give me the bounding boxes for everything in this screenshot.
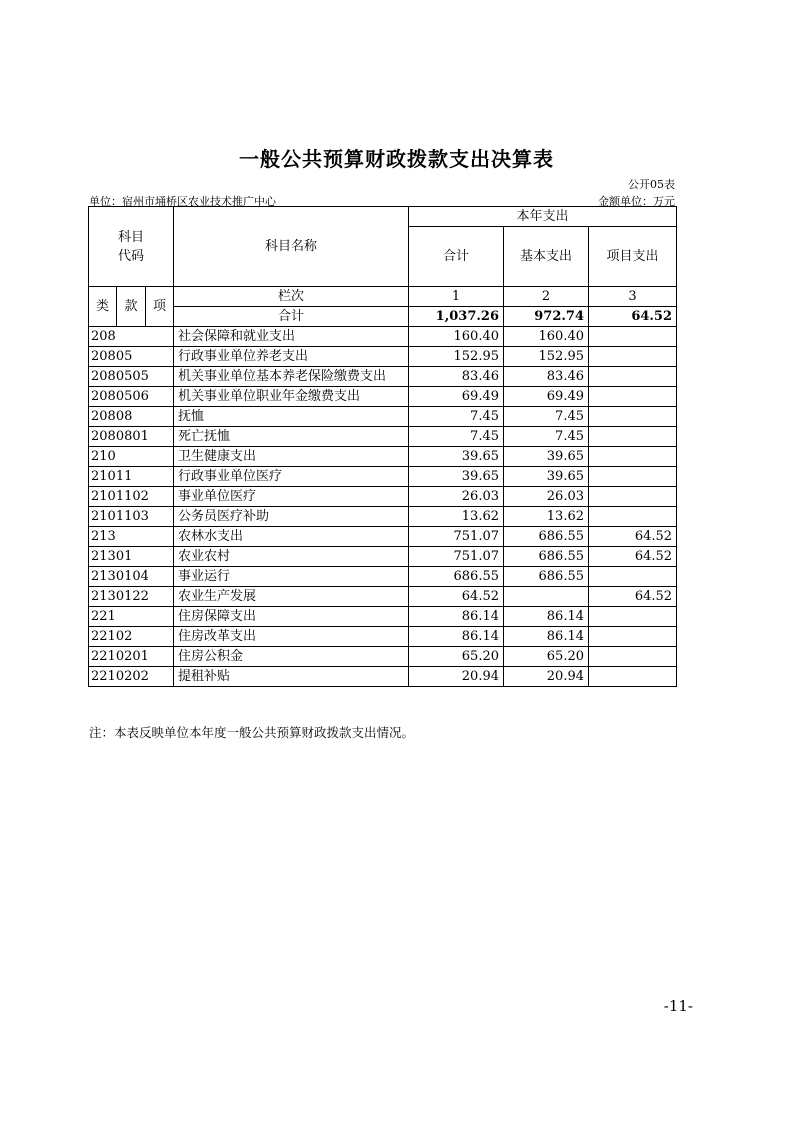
header-col1: 1 (409, 287, 504, 307)
row-project (589, 407, 677, 427)
row-total: 7.45 (409, 427, 504, 447)
header-subject-code: 科目 代码 (89, 207, 174, 287)
column-number-row (89, 287, 677, 307)
row-code: 2101102 (89, 487, 174, 507)
table-row (89, 367, 677, 387)
row-name: 农业农村 (174, 547, 409, 567)
header-xiang: 项 (146, 287, 174, 327)
row-total: 65.20 (409, 647, 504, 667)
table-row (89, 507, 677, 527)
row-basic: 65.20 (504, 647, 589, 667)
row-code: 2130104 (89, 567, 174, 587)
row-total: 152.95 (409, 347, 504, 367)
row-name: 社会保障和就业支出 (174, 327, 409, 347)
table-row (89, 607, 677, 627)
table-row (89, 387, 677, 407)
row-code: 2210201 (89, 647, 174, 667)
row-code: 208 (89, 327, 174, 347)
row-project: 64.52 (589, 587, 677, 607)
row-code: 221 (89, 607, 174, 627)
row-name: 农林水支出 (174, 527, 409, 547)
header-year-expense: 本年支出 (409, 207, 677, 227)
row-total: 13.62 (409, 507, 504, 527)
page-number: -11- (663, 997, 693, 1015)
row-code: 2080506 (89, 387, 174, 407)
header-basic: 基本支出 (504, 227, 589, 287)
summary-project: 64.52 (589, 307, 677, 327)
table-row (89, 547, 677, 567)
row-project (589, 487, 677, 507)
row-basic: 152.95 (504, 347, 589, 367)
row-total: 83.46 (409, 367, 504, 387)
row-name: 死亡抚恤 (174, 427, 409, 447)
row-code: 20805 (89, 347, 174, 367)
footnote: 注：本表反映单位本年度一般公共预算财政拨款支出情况。 (89, 725, 415, 740)
row-total: 64.52 (409, 587, 504, 607)
row-project (589, 467, 677, 487)
row-total: 39.65 (409, 447, 504, 467)
budget-table (88, 206, 677, 687)
table-row (89, 527, 677, 547)
row-name: 公务员医疗补助 (174, 507, 409, 527)
row-code: 210 (89, 447, 174, 467)
table-number: 公开05表 (628, 178, 675, 191)
row-name: 行政事业单位养老支出 (174, 347, 409, 367)
row-code: 2210202 (89, 667, 174, 687)
row-project (589, 507, 677, 527)
table-row (89, 567, 677, 587)
header-col3: 3 (589, 287, 677, 307)
header-project: 项目支出 (589, 227, 677, 287)
table-row (89, 447, 677, 467)
row-code: 2080505 (89, 367, 174, 387)
header-col2: 2 (504, 287, 589, 307)
summary-row (89, 307, 677, 327)
table-row (89, 487, 677, 507)
row-project: 64.52 (589, 547, 677, 567)
row-basic: 69.49 (504, 387, 589, 407)
row-total: 69.49 (409, 387, 504, 407)
row-code: 2101103 (89, 507, 174, 527)
row-basic: 686.55 (504, 567, 589, 587)
row-project (589, 347, 677, 367)
row-basic: 86.14 (504, 627, 589, 647)
row-code: 21301 (89, 547, 174, 567)
row-project (589, 567, 677, 587)
summary-label: 合计 (174, 307, 409, 327)
table-row (89, 647, 677, 667)
table-row (89, 467, 677, 487)
row-total: 86.14 (409, 607, 504, 627)
row-code: 2130122 (89, 587, 174, 607)
row-basic: 7.45 (504, 407, 589, 427)
row-project: 64.52 (589, 527, 677, 547)
row-basic (504, 587, 589, 607)
table-row (89, 347, 677, 367)
row-total: 751.07 (409, 547, 504, 567)
summary-total: 1,037.26 (409, 307, 504, 327)
row-total: 86.14 (409, 627, 504, 647)
header-row-1 (89, 207, 677, 227)
header-total: 合计 (409, 227, 504, 287)
table-row (89, 627, 677, 647)
row-code: 22102 (89, 627, 174, 647)
row-total: 39.65 (409, 467, 504, 487)
row-name: 住房公积金 (174, 647, 409, 667)
row-basic: 20.94 (504, 667, 589, 687)
summary-basic: 972.74 (504, 307, 589, 327)
row-basic: 86.14 (504, 607, 589, 627)
row-name: 住房保障支出 (174, 607, 409, 627)
row-name: 住房改革支出 (174, 627, 409, 647)
row-total: 160.40 (409, 327, 504, 347)
table-row (89, 407, 677, 427)
row-name: 卫生健康支出 (174, 447, 409, 467)
amount-unit-label: 金额单位：万元 (598, 195, 675, 208)
row-basic: 39.65 (504, 447, 589, 467)
row-project (589, 667, 677, 687)
table-row (89, 427, 677, 447)
row-basic: 7.45 (504, 427, 589, 447)
row-name: 提租补贴 (174, 667, 409, 687)
row-name: 农业生产发展 (174, 587, 409, 607)
row-basic: 686.55 (504, 547, 589, 567)
row-total: 26.03 (409, 487, 504, 507)
row-total: 751.07 (409, 527, 504, 547)
row-code: 20808 (89, 407, 174, 427)
table-row (89, 587, 677, 607)
row-project (589, 607, 677, 627)
document-title: 一般公共预算财政拨款支出决算表 (239, 147, 554, 171)
row-basic: 39.65 (504, 467, 589, 487)
row-name: 机关事业单位基本养老保险缴费支出 (174, 367, 409, 387)
row-project (589, 427, 677, 447)
row-code: 21011 (89, 467, 174, 487)
header-kuan: 款 (117, 287, 146, 327)
header-lei: 类 (89, 287, 117, 327)
header-column-no: 栏次 (174, 287, 409, 307)
unit-label: 单位：宿州市埇桥区农业技术推广中心 (89, 195, 276, 208)
row-basic: 686.55 (504, 527, 589, 547)
row-name: 抚恤 (174, 407, 409, 427)
row-name: 行政事业单位医疗 (174, 467, 409, 487)
row-name: 事业单位医疗 (174, 487, 409, 507)
row-basic: 160.40 (504, 327, 589, 347)
row-code: 213 (89, 527, 174, 547)
row-total: 686.55 (409, 567, 504, 587)
row-total: 20.94 (409, 667, 504, 687)
row-project (589, 627, 677, 647)
row-code: 2080801 (89, 427, 174, 447)
row-name: 事业运行 (174, 567, 409, 587)
header-subject-name: 科目名称 (174, 207, 409, 287)
row-project (589, 647, 677, 667)
row-project (589, 327, 677, 347)
table-row (89, 667, 677, 687)
row-project (589, 447, 677, 467)
table-row (89, 327, 677, 347)
row-basic: 26.03 (504, 487, 589, 507)
row-total: 7.45 (409, 407, 504, 427)
row-project (589, 367, 677, 387)
row-project (589, 387, 677, 407)
row-name: 机关事业单位职业年金缴费支出 (174, 387, 409, 407)
row-basic: 83.46 (504, 367, 589, 387)
row-basic: 13.62 (504, 507, 589, 527)
